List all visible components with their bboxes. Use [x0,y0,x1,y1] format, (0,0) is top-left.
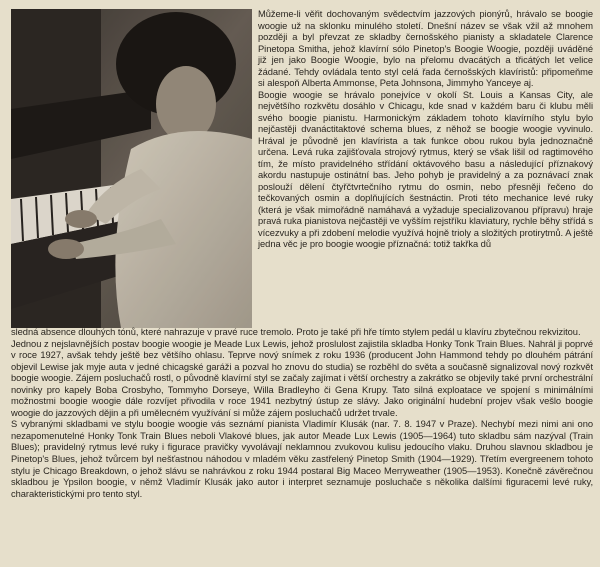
pianist-photo [11,9,252,328]
paragraph-style: Boogie woogie se hrávalo ponejvíce v okolí St. Louis a Kansas City, ale největšího rozkvětu dosáhlo v Chicagu, kde snad v každém baru či klubu měli svého boogie pianistu. Harmonickým základem tohoto klavírního stylu bylo nejčastěji dvanáctitaktové schema blues, z něhož se boogie woogie vyvinulo. Hrával je původně jen klavírista a tak funkce obou rukou byla jednoznačně určena. Levá ruka zajišťovala strojový rytmus, který se však lišil od ragtimového tím, že místo pravidelného střídání oktávového basu a následující příznakový akordu nastupuje ostinátní bas. Jeho pohyb je pravidelný a za poznávací znak poslouží dělení čtyřčtvrtečního rytmu do osmin, nebo přesněji řečeno do tečkovaných osmin a doplňujících šestnáctin. Proti této mechanice levé ruky (která je však mimořádně namáhavá a vyžaduje specializovanou přípravu) hraje pravá ruka pianistova nejčastěji ve vyšším rejstříku klaviatury, rychle běhy střídá s vícezvuky a při zdobení melodie využívá hojně trioly a složitých protirytmů. A ještě jedna věc je pro boogie woogie příznačná: totiž takřka dů [258,89,593,249]
paragraph-lewis: Jednou z nejslavnějších postav boogie woogie je Meade Lux Lewis, jehož proslulost zajistila skladba Honky Tonk Train Blues. Nahrál ji poprvé v roce 1927, avšak tehdy ještě bez většího ohlasu. Teprve nový snímek z roku 1936 (producent John Hammond tehdy po dlouhém pátrání objevil Lewise jak myje auta v jedné chicagské garáži a pozval ho znovu do studia) se rozběhl do světa a současně signalizoval nový rozkvět boogie woogie. Zájem posluchačů rostl, o původně klavírní styl se začaly zajímat i větší orchestry a zakrátko se objevily také první orchestrální novinky pro kapely Boba Crosbyho, Tommyho Dorseye, Willa Bradleyho či Gena Krupy. Tato silná exploatace ve spojení s minimálními možnostmi boogie woogie dále rozvíjet přivodila v roce 1941 nezbytný ústup ze slávy. Jako originální hudební projev však vešlo boogie woogie do jazzových dějin a při umělecném využívání si může zájem posluchačů udržet trvale. [11,338,593,418]
paragraph-continuation: sledná absence dlouhých tónů, které nahrazuje v pravé ruce tremolo. Proto je také při hře tímto stylem pedál u klavíru zbytečnou rekvizitou. [11,327,581,337]
right-column-text [258,9,593,251]
bottom-text [11,327,593,500]
paragraph-intro: Můžeme-li věřit dochovaným svědectvím jazzových pionýrů, hrávalo se boogie woogie už na sklonku minulého století. Dnešní název se však vžil až mnohem později a byl převzat ze skladby černošského pianisty a skladatele Clarence Pinetopa Smitha, jehož klavírní sólo Pinetop's Boogie Woogie, později uváděné již jen jako Boogie Woogie, bylo na přelomu dvacátých a třicátých let velice žádané. Tehdy ovládala tento styl celá řada černošských klavíristů: připomeňme si alespoň Alberta Ammonse, Peta Johnsona, Jimmyho Yanceye aj. [258,9,593,88]
paragraph-klusak: S vybranými skladbami ve stylu boogie woogie vás seznámí pianista Vladimír Klusák (nar. 7. 8. 1947 v Praze). Nechybí mezi nimi ani ono nezapomenutelné Honky Tonk Train Blues neboli Vlakové blues, jak autor Meade Lux Lewis (1905—1964) tuto skladbu sám nazýval (Train Blues); pravidelný rytmus levé ruky i figurace pravičky vyvolávají neklamnou zvukovou kulisu jedoucího vlaku. Druhou slavnou skladbou je Pinetop's Blues, jehož tvůrcem byl nešťastnou náhodou v mladém věku zastřelený Pinetop Smith (1904—1929). Třetím evergreenem tohoto stylu je Chicago Breakdown, o jehož slávu se nahrávkou z roku 1944 postaral Big Maceo Merryweather (1905—1953). Konečně závěrečnou skladbou je Ypsilon boogie, v němž Vladimír Klusák jako autor i interpret seznamuje posluchače s několika dalšími figuracemi levé ruky, charakteristickými pro tento styl. [11,419,593,499]
